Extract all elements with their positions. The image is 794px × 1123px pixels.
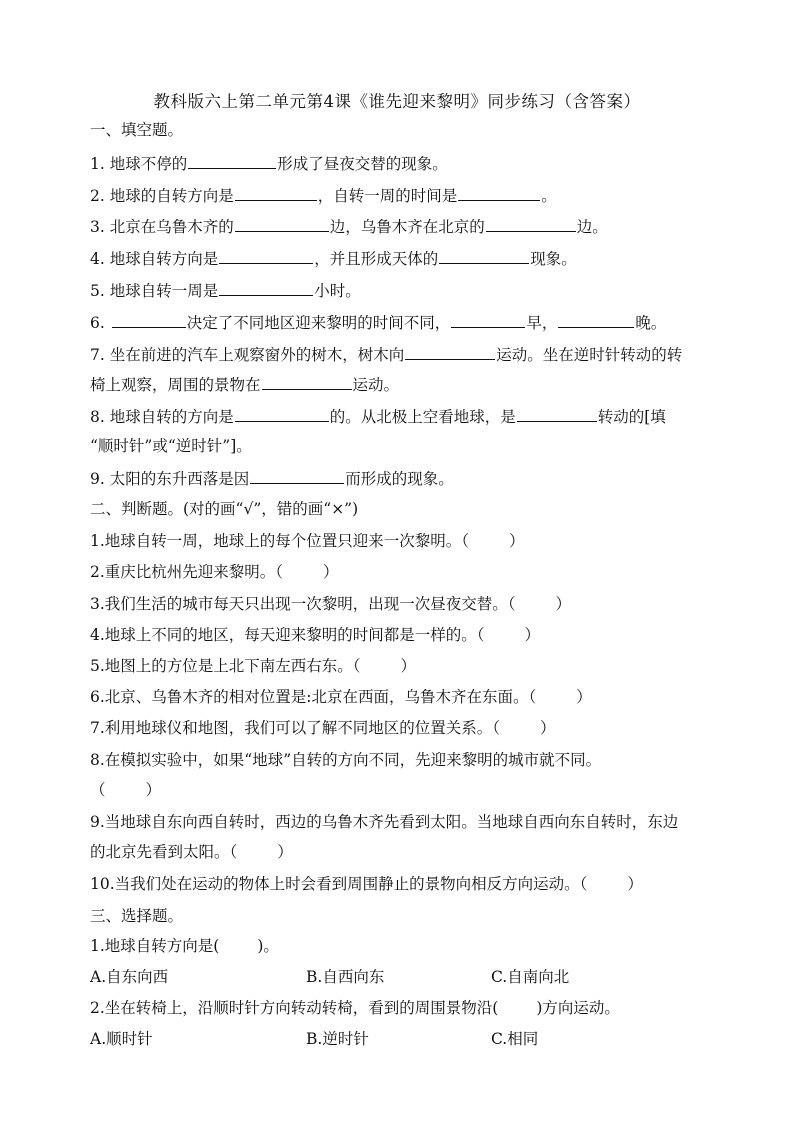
fill-question-1: 1. 地球不停的 形成了昼夜交替的现象。 <box>90 155 448 173</box>
judge-question-8-line-1: 8.在模拟实验中，如果“地球”自转的方向不同，先迎来黎明的城市就不同。 <box>90 751 602 769</box>
section-choice-heading: 三、选择题。 <box>90 907 184 925</box>
judge-question-8-line-2: （ ） <box>90 781 162 799</box>
judge-question-9-line-2: 的北京先看到太阳。（ ） <box>90 843 293 861</box>
fill-question-9: 9. 太阳的东升西落是因 而形成的现象。 <box>90 470 454 488</box>
answer-blank[interactable] <box>405 344 495 360</box>
section-judge-heading: 二、判断题。(对的画“√”，错的画“×”) <box>90 500 359 518</box>
fill-question-6: 6. 决定了不同地区迎来黎明的时间不同， 早， 晚。 <box>90 314 667 332</box>
fill-question-5: 5. 地球自转一周是 小时。 <box>90 282 361 300</box>
fill-question-8-line-1: 8. 地球自转的方向是 的。从北极上空看地球，是 转动的[填 <box>90 408 666 426</box>
answer-blank[interactable] <box>250 468 344 484</box>
answer-blank[interactable] <box>235 185 317 201</box>
fill-question-2: 2. 地球的自转方向是 ，自转一周的时间是 。 <box>90 187 557 205</box>
choice-1-option-c[interactable]: C.自南向北 <box>491 968 570 986</box>
judge-question-9-line-1: 9.当地球自东向西自转时，西边的乌鲁木齐先看到太阳。当地球自西向东自转时，东边 <box>90 813 679 831</box>
judge-question-1: 1.地球自转一周，地球上的每个位置只迎来一次黎明。（ ） <box>90 532 525 550</box>
section-fill-heading: 一、填空题。 <box>90 121 184 139</box>
answer-blank[interactable] <box>486 216 576 232</box>
answer-blank[interactable] <box>458 185 540 201</box>
judge-question-2: 2.重庆比杭州先迎来黎明。（ ） <box>90 563 339 581</box>
choice-question-2: 2.坐在转椅上，沿顺时针方向转动转椅，看到的周围景物沿( )方向运动。 <box>90 999 620 1017</box>
judge-question-10: 10.当我们处在运动的物体上时会看到周围静止的景物向相反方向运动。（ ） <box>90 875 643 893</box>
answer-blank[interactable] <box>262 374 352 390</box>
choice-question-1: 1.地球自转方向是( )。 <box>90 937 279 955</box>
answer-blank[interactable] <box>558 312 634 328</box>
judge-question-4: 4.地球上不同的地区，每天迎来黎明的时间都是一样的。（ ） <box>90 626 541 644</box>
judge-question-5: 5.地图上的方位是上北下南左西右东。（ ） <box>90 657 417 675</box>
fill-question-4: 4. 地球自转方向是 ，并且形成天体的 现象。 <box>90 250 577 268</box>
choice-1-option-a[interactable]: A.自东向西 <box>90 968 169 986</box>
answer-blank[interactable] <box>517 406 597 422</box>
fill-question-8-line-2: “顺时针”或“逆时针”]。 <box>90 437 252 455</box>
judge-question-3: 3.我们生活的城市每天只出现一次黎明，出现一次昼夜交替。（ ） <box>90 595 572 613</box>
choice-2-option-b[interactable]: B.逆时针 <box>306 1030 369 1048</box>
judge-question-7: 7.利用地球仪和地图，我们可以了解不同地区的位置关系。（ ） <box>90 719 556 737</box>
choice-2-option-c[interactable]: C.相同 <box>491 1030 539 1048</box>
answer-blank[interactable] <box>219 248 313 264</box>
answer-blank[interactable] <box>439 248 529 264</box>
answer-blank[interactable] <box>451 312 525 328</box>
answer-blank[interactable] <box>219 280 313 296</box>
answer-blank[interactable] <box>188 153 276 169</box>
fill-question-3: 3. 北京在乌鲁木齐的 边，乌鲁木齐在北京的 边。 <box>90 218 608 236</box>
page-title: 教科版六上第二单元第4课《谁先迎来黎明》同步练习（含答案） <box>153 92 641 111</box>
choice-1-option-b[interactable]: B.自西向东 <box>306 968 385 986</box>
choice-2-option-a[interactable]: A.顺时针 <box>90 1030 153 1048</box>
answer-blank[interactable] <box>235 406 329 422</box>
answer-blank[interactable] <box>112 312 186 328</box>
fill-question-7-line-2: 椅上观察，周围的景物在 运动。 <box>90 376 400 394</box>
judge-question-6: 6.北京、乌鲁木齐的相对位置是:北京在西面，乌鲁木齐在东面。（ ） <box>90 688 592 706</box>
fill-question-7-line-1: 7. 坐在前进的汽车上观察窗外的树木，树木向 运动。坐在逆时针转动的转 <box>90 346 683 364</box>
answer-blank[interactable] <box>235 216 329 232</box>
